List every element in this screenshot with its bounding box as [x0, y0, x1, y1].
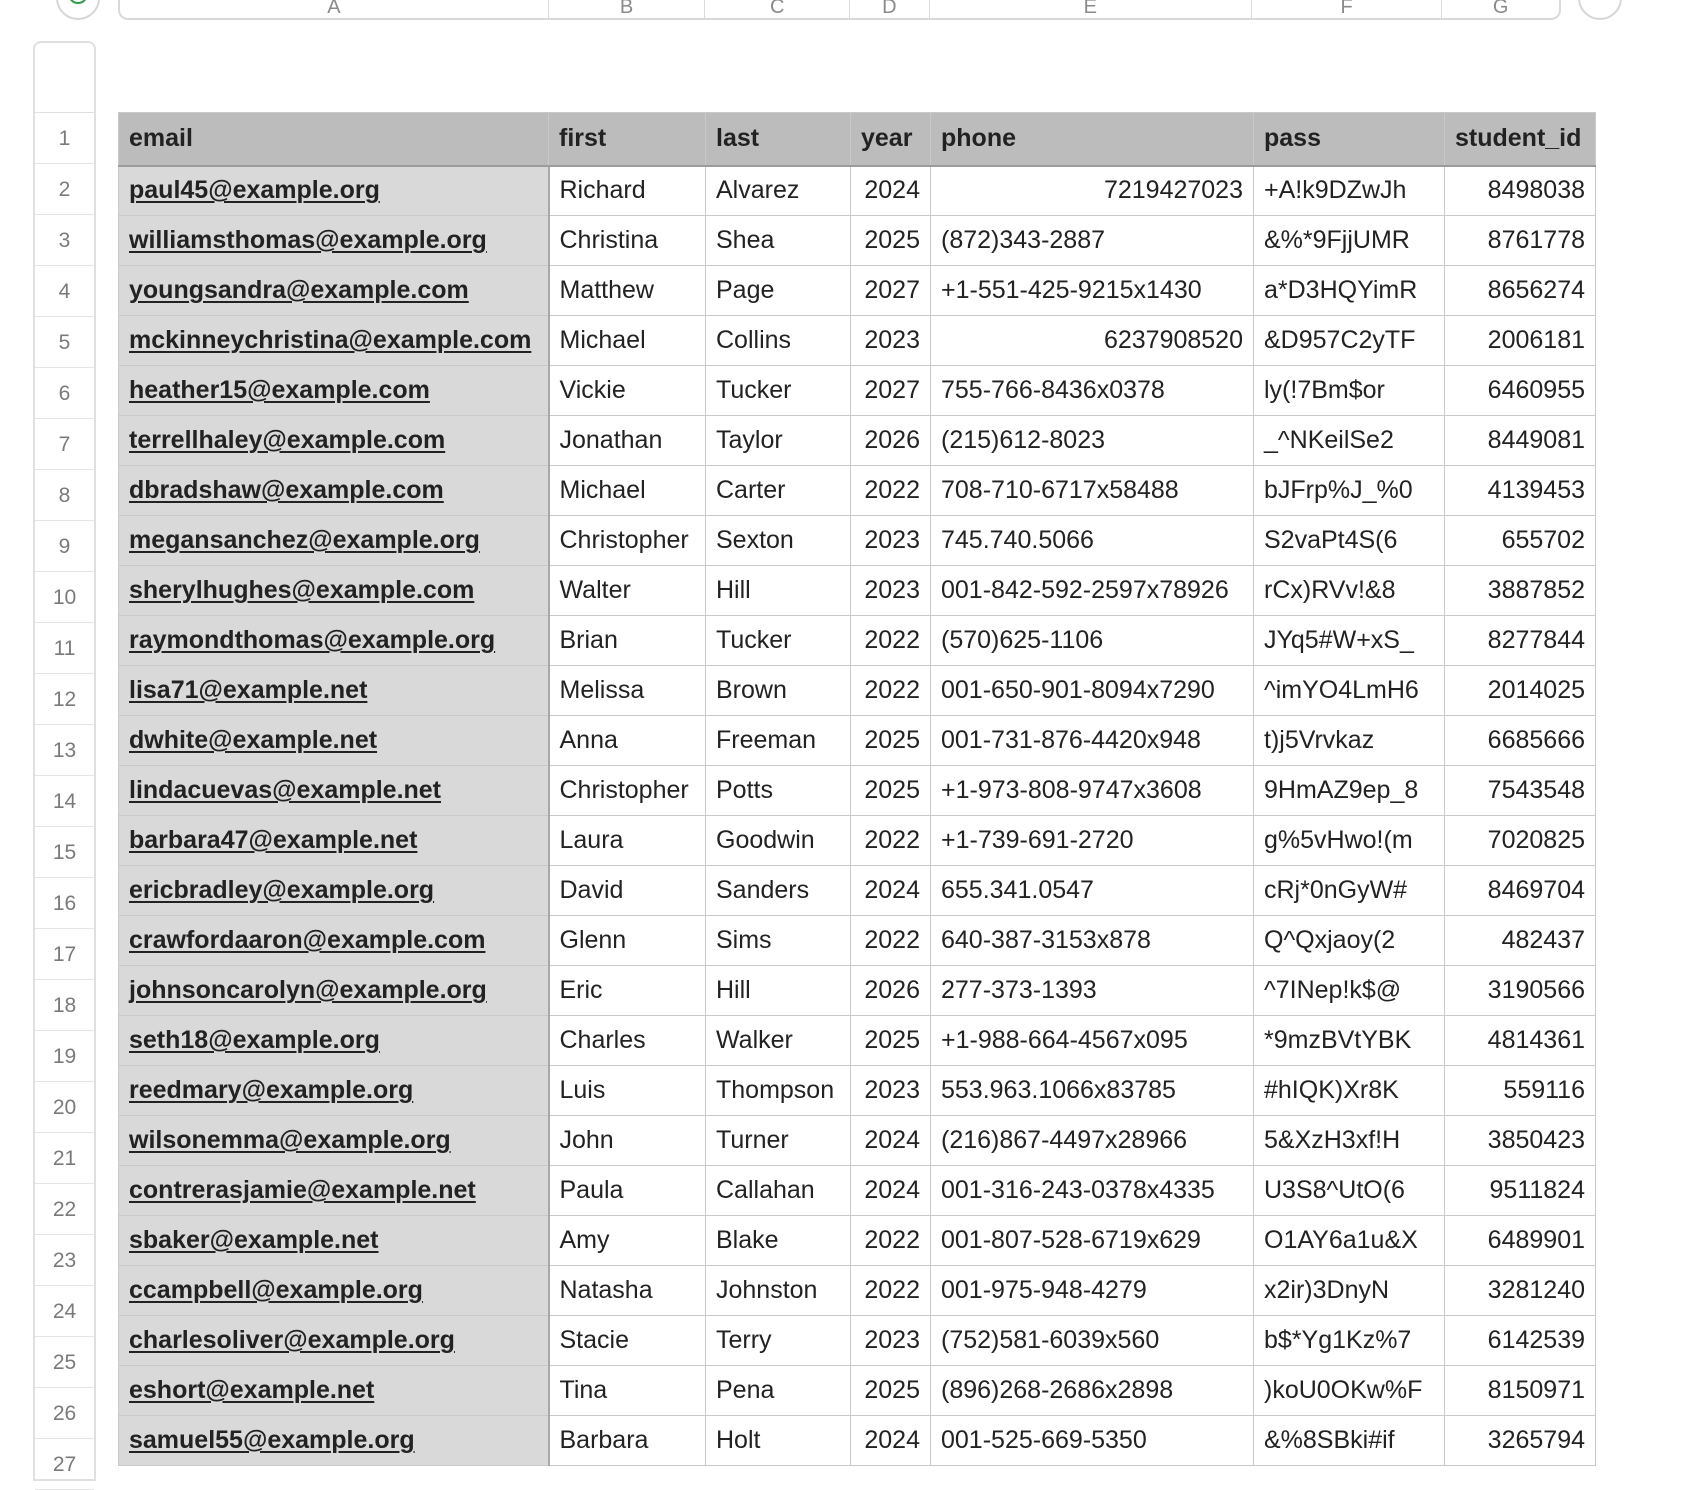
cell-first[interactable]: David — [549, 866, 706, 916]
row-number[interactable]: 2 — [35, 164, 94, 215]
cell-year[interactable]: 2024 — [851, 866, 931, 916]
cell-email[interactable]: heather15@example.com — [119, 366, 549, 416]
cell-year[interactable]: 2027 — [851, 266, 931, 316]
cell-email[interactable]: sbaker@example.net — [119, 1216, 549, 1266]
cell-phone[interactable]: 755-766-8436x0378 — [931, 366, 1254, 416]
row-number[interactable]: 9 — [35, 521, 94, 572]
cell-student-id[interactable]: 4139453 — [1445, 466, 1596, 516]
cell-student-id[interactable]: 2006181 — [1445, 316, 1596, 366]
cell-year[interactable]: 2022 — [851, 666, 931, 716]
cell-last[interactable]: Brown — [706, 666, 851, 716]
cell-year[interactable]: 2022 — [851, 466, 931, 516]
cell-year[interactable]: 2023 — [851, 516, 931, 566]
cell-email[interactable]: ericbradley@example.org — [119, 866, 549, 916]
cell-first[interactable]: Anna — [549, 716, 706, 766]
cell-pass[interactable]: _^NKeilSe2 — [1254, 416, 1445, 466]
row-header-strip — [33, 41, 96, 1481]
cell-first[interactable]: Jonathan — [549, 416, 706, 466]
refresh-ring — [68, 0, 88, 4]
cell-last[interactable]: Tucker — [706, 616, 851, 666]
cell-email[interactable]: seth18@example.org — [119, 1016, 549, 1066]
row-number[interactable]: 7 — [35, 419, 94, 470]
cell-email[interactable]: contrerasjamie@example.net — [119, 1166, 549, 1216]
cell-student-id[interactable]: 3281240 — [1445, 1266, 1596, 1316]
cell-year[interactable]: 2024 — [851, 1116, 931, 1166]
cell-phone[interactable]: 7219427023 — [931, 166, 1254, 216]
cell-first[interactable]: Paula — [549, 1166, 706, 1216]
cell-year[interactable]: 2022 — [851, 1266, 931, 1316]
cell-phone[interactable]: 553.963.1066x83785 — [931, 1066, 1254, 1116]
cell-first[interactable]: Christina — [549, 216, 706, 266]
cell-student-id[interactable]: 4814361 — [1445, 1016, 1596, 1066]
cell-pass[interactable]: )koU0OKw%F — [1254, 1366, 1445, 1416]
table-row — [119, 816, 1596, 866]
cell-year[interactable]: 2026 — [851, 966, 931, 1016]
cell-first[interactable]: Amy — [549, 1216, 706, 1266]
cell-student-id[interactable]: 8761778 — [1445, 216, 1596, 266]
cell-pass[interactable]: 5&XzH3xf!H — [1254, 1116, 1445, 1166]
table-row — [119, 216, 1596, 266]
cell-first[interactable]: Stacie — [549, 1316, 706, 1366]
cell-first[interactable]: Luis — [549, 1066, 706, 1116]
cell-first[interactable]: Laura — [549, 816, 706, 866]
cell-email[interactable]: charlesoliver@example.org — [119, 1316, 549, 1366]
cell-last[interactable]: Potts — [706, 766, 851, 816]
cell-student-id[interactable]: 655702 — [1445, 516, 1596, 566]
cell-last[interactable]: Goodwin — [706, 816, 851, 866]
cell-year[interactable]: 2027 — [851, 366, 931, 416]
cell-year[interactable]: 2025 — [851, 1366, 931, 1416]
cell-student-id[interactable]: 8277844 — [1445, 616, 1596, 666]
cell-pass[interactable]: ^7INep!k$@ — [1254, 966, 1445, 1016]
cell-email[interactable]: crawfordaaron@example.com — [119, 916, 549, 966]
cell-phone[interactable]: 001-731-876-4420x948 — [931, 716, 1254, 766]
cell-last[interactable]: Shea — [706, 216, 851, 266]
cell-year[interactable]: 2023 — [851, 566, 931, 616]
header-cell[interactable]: email — [119, 113, 549, 166]
cell-year[interactable]: 2024 — [851, 1416, 931, 1466]
cell-pass[interactable]: O1AY6a1u&X — [1254, 1216, 1445, 1266]
cell-phone[interactable]: 001-975-948-4279 — [931, 1266, 1254, 1316]
cell-year[interactable]: 2025 — [851, 216, 931, 266]
header-row — [119, 113, 1596, 166]
row-number[interactable]: 18 — [35, 980, 94, 1031]
row-number[interactable]: 12 — [35, 674, 94, 725]
cell-phone[interactable]: 640-387-3153x878 — [931, 916, 1254, 966]
cell-student-id[interactable]: 7543548 — [1445, 766, 1596, 816]
cell-phone[interactable]: (896)268-2686x2898 — [931, 1366, 1254, 1416]
row-number[interactable]: 6 — [35, 368, 94, 419]
cell-pass[interactable]: t)j5Vrvkaz — [1254, 716, 1445, 766]
table-row — [119, 266, 1596, 316]
cell-email[interactable]: youngsandra@example.com — [119, 266, 549, 316]
cell-last[interactable]: Freeman — [706, 716, 851, 766]
cell-last[interactable]: Sanders — [706, 866, 851, 916]
cell-pass[interactable]: 9HmAZ9ep_8 — [1254, 766, 1445, 816]
row-number[interactable]: 14 — [35, 776, 94, 827]
cell-student-id[interactable]: 6142539 — [1445, 1316, 1596, 1366]
cell-email[interactable]: samuel55@example.org — [119, 1416, 549, 1466]
cell-last[interactable]: Blake — [706, 1216, 851, 1266]
table-row — [119, 316, 1596, 366]
cell-email[interactable]: lindacuevas@example.net — [119, 766, 549, 816]
cell-first[interactable]: Christopher — [549, 516, 706, 566]
table-row — [119, 366, 1596, 416]
cell-email[interactable]: barbara47@example.net — [119, 816, 549, 866]
table-row — [119, 616, 1596, 666]
cell-first[interactable]: Matthew — [549, 266, 706, 316]
cell-student-id[interactable]: 482437 — [1445, 916, 1596, 966]
cell-pass[interactable]: *9mzBVtYBK — [1254, 1016, 1445, 1066]
table-row — [119, 1416, 1596, 1466]
table-row — [119, 1316, 1596, 1366]
cell-phone[interactable]: +1-973-808-9747x3608 — [931, 766, 1254, 816]
cell-phone[interactable]: 708-710-6717x58488 — [931, 466, 1254, 516]
cell-pass[interactable]: S2vaPt4S(6 — [1254, 516, 1445, 566]
table-row — [119, 1016, 1596, 1066]
cell-pass[interactable]: ly(!7Bm$or — [1254, 366, 1445, 416]
cell-last[interactable]: Holt — [706, 1416, 851, 1466]
cell-pass[interactable]: &%8SBki#if — [1254, 1416, 1445, 1466]
row-number[interactable]: 22 — [35, 1184, 94, 1235]
table-row — [119, 416, 1596, 466]
cell-first[interactable]: Vickie — [549, 366, 706, 416]
cell-student-id[interactable]: 3190566 — [1445, 966, 1596, 1016]
cell-student-id[interactable]: 6489901 — [1445, 1216, 1596, 1266]
cell-pass[interactable]: bJFrp%J_%0 — [1254, 466, 1445, 516]
row-number[interactable]: 8 — [35, 470, 94, 521]
cell-pass[interactable]: g%5vHwo!(m — [1254, 816, 1445, 866]
cell-last[interactable]: Johnston — [706, 1266, 851, 1316]
cell-first[interactable]: John — [549, 1116, 706, 1166]
cell-student-id[interactable]: 3887852 — [1445, 566, 1596, 616]
cell-last[interactable]: Terry — [706, 1316, 851, 1366]
cell-phone[interactable]: +1-551-425-9215x1430 — [931, 266, 1254, 316]
cell-phone[interactable]: +1-988-664-4567x095 — [931, 1016, 1254, 1066]
cell-pass[interactable]: U3S8^UtO(6 — [1254, 1166, 1445, 1216]
table-row — [119, 716, 1596, 766]
row-number[interactable]: 3 — [35, 215, 94, 266]
row-number[interactable]: 19 — [35, 1031, 94, 1082]
table-row — [119, 566, 1596, 616]
cell-last[interactable]: Hill — [706, 566, 851, 616]
cell-email[interactable]: mckinneychristina@example.com — [119, 316, 549, 366]
cell-last[interactable]: Callahan — [706, 1166, 851, 1216]
cell-first[interactable]: Brian — [549, 616, 706, 666]
cell-student-id[interactable]: 559116 — [1445, 1066, 1596, 1116]
cell-student-id[interactable]: 2014025 — [1445, 666, 1596, 716]
cell-student-id[interactable]: 9511824 — [1445, 1166, 1596, 1216]
cell-year[interactable]: 2022 — [851, 916, 931, 966]
refresh-icon[interactable] — [56, 0, 100, 20]
cell-pass[interactable]: b$*Yg1Kz%7 — [1254, 1316, 1445, 1366]
table-row — [119, 1166, 1596, 1216]
table-row — [119, 966, 1596, 1016]
cell-year[interactable]: 2023 — [851, 316, 931, 366]
cell-year[interactable]: 2025 — [851, 1016, 931, 1066]
cell-pass[interactable]: a*D3HQYimR — [1254, 266, 1445, 316]
cell-pass[interactable]: #hIQK)Xr8K — [1254, 1066, 1445, 1116]
row-number[interactable]: 10 — [35, 572, 94, 623]
table-row — [119, 1216, 1596, 1266]
cell-last[interactable]: Taylor — [706, 416, 851, 466]
cell-email[interactable]: paul45@example.org — [119, 166, 549, 216]
cell-email[interactable]: lisa71@example.net — [119, 666, 549, 716]
cell-year[interactable]: 2022 — [851, 816, 931, 866]
cell-student-id[interactable]: 6460955 — [1445, 366, 1596, 416]
row-number[interactable]: 25 — [35, 1337, 94, 1388]
cell-phone[interactable]: 745.740.5066 — [931, 516, 1254, 566]
header-cell[interactable]: last — [706, 113, 851, 166]
cell-email[interactable]: williamsthomas@example.org — [119, 216, 549, 266]
cell-first[interactable]: Charles — [549, 1016, 706, 1066]
cell-phone[interactable]: (215)612-8023 — [931, 416, 1254, 466]
cell-phone[interactable]: (872)343-2887 — [931, 216, 1254, 266]
table-row — [119, 666, 1596, 716]
table-row — [119, 466, 1596, 516]
cell-email[interactable]: eshort@example.net — [119, 1366, 549, 1416]
cell-student-id[interactable]: 7020825 — [1445, 816, 1596, 866]
cell-first[interactable]: Natasha — [549, 1266, 706, 1316]
row-number[interactable]: 17 — [35, 929, 94, 980]
cell-year[interactable]: 2022 — [851, 1216, 931, 1266]
cell-email[interactable]: sherylhughes@example.com — [119, 566, 549, 616]
cell-phone[interactable]: 001-842-592-2597x78926 — [931, 566, 1254, 616]
cell-phone[interactable]: 001-807-528-6719x629 — [931, 1216, 1254, 1266]
cell-pass[interactable]: ^imYO4LmH6 — [1254, 666, 1445, 716]
cell-pass[interactable]: +A!k9DZwJh — [1254, 166, 1445, 216]
cell-pass[interactable]: Q^Qxjaoy(2 — [1254, 916, 1445, 966]
cell-email[interactable]: ccampbell@example.org — [119, 1266, 549, 1316]
cell-pass[interactable]: rCx)RVv!&8 — [1254, 566, 1445, 616]
cell-first[interactable]: Christopher — [549, 766, 706, 816]
cell-last[interactable]: Walker — [706, 1016, 851, 1066]
row-number[interactable]: 15 — [35, 827, 94, 878]
row-number[interactable]: 11 — [35, 623, 94, 674]
cell-phone[interactable]: (752)581-6039x560 — [931, 1316, 1254, 1366]
cell-year[interactable]: 2025 — [851, 766, 931, 816]
cell-email[interactable]: reedmary@example.org — [119, 1066, 549, 1116]
cell-student-id[interactable]: 8150971 — [1445, 1366, 1596, 1416]
cell-pass[interactable]: cRj*0nGyW# — [1254, 866, 1445, 916]
cell-email[interactable]: dwhite@example.net — [119, 716, 549, 766]
cell-last[interactable]: Page — [706, 266, 851, 316]
column-letter-3[interactable]: D — [850, 0, 930, 18]
column-header-strip — [118, 0, 1561, 20]
cell-phone[interactable]: 6237908520 — [931, 316, 1254, 366]
cell-last[interactable]: Pena — [706, 1366, 851, 1416]
cell-year[interactable]: 2025 — [851, 716, 931, 766]
cell-pass[interactable]: x2ir)3DnyN — [1254, 1266, 1445, 1316]
cell-last[interactable]: Hill — [706, 966, 851, 1016]
table-row — [119, 916, 1596, 966]
cell-year[interactable]: 2024 — [851, 1166, 931, 1216]
cell-phone[interactable]: 277-373-1393 — [931, 966, 1254, 1016]
sheet-grid — [118, 112, 1596, 1466]
cell-year[interactable]: 2022 — [851, 616, 931, 666]
cell-phone[interactable]: +1-739-691-2720 — [931, 816, 1254, 866]
cell-last[interactable]: Sexton — [706, 516, 851, 566]
cell-student-id[interactable]: 6685666 — [1445, 716, 1596, 766]
cell-pass[interactable]: JYq5#W+xS_ — [1254, 616, 1445, 666]
row-number[interactable]: 27 — [35, 1439, 94, 1490]
row-number[interactable]: 16 — [35, 878, 94, 929]
row-number[interactable]: 5 — [35, 317, 94, 368]
cell-phone[interactable]: (216)867-4497x28966 — [931, 1116, 1254, 1166]
header-cell[interactable]: phone — [931, 113, 1254, 166]
column-letter-2[interactable]: C — [705, 0, 850, 18]
cell-last[interactable]: Tucker — [706, 366, 851, 416]
cell-student-id[interactable]: 8469704 — [1445, 866, 1596, 916]
cell-last[interactable]: Thompson — [706, 1066, 851, 1116]
cell-student-id[interactable]: 8449081 — [1445, 416, 1596, 466]
cell-last[interactable]: Alvarez — [706, 166, 851, 216]
row-number[interactable]: 21 — [35, 1133, 94, 1184]
cell-last[interactable]: Sims — [706, 916, 851, 966]
cell-first[interactable]: Richard — [549, 166, 706, 216]
cell-last[interactable]: Carter — [706, 466, 851, 516]
cell-phone[interactable]: 001-525-669-5350 — [931, 1416, 1254, 1466]
row-number[interactable]: 1 — [35, 113, 94, 164]
cell-year[interactable]: 2026 — [851, 416, 931, 466]
cell-first[interactable]: Michael — [549, 316, 706, 366]
cell-student-id[interactable]: 8498038 — [1445, 166, 1596, 216]
cell-year[interactable]: 2023 — [851, 1066, 931, 1116]
table-row — [119, 1366, 1596, 1416]
table-row — [119, 866, 1596, 916]
cell-year[interactable]: 2024 — [851, 166, 931, 216]
cell-email[interactable]: dbradshaw@example.com — [119, 466, 549, 516]
cell-first[interactable]: Melissa — [549, 666, 706, 716]
cell-first[interactable]: Walter — [549, 566, 706, 616]
cell-email[interactable]: raymondthomas@example.org — [119, 616, 549, 666]
row-number[interactable]: 23 — [35, 1235, 94, 1286]
row-number[interactable]: 20 — [35, 1082, 94, 1133]
column-letter-6[interactable]: G — [1492, 0, 1509, 18]
cell-student-id[interactable]: 3850423 — [1445, 1116, 1596, 1166]
column-letter-0[interactable]: A — [120, 0, 549, 18]
row-number[interactable]: 26 — [35, 1388, 94, 1439]
table-row — [119, 1266, 1596, 1316]
row-header-corner — [35, 43, 94, 113]
column-letter-5[interactable]: F — [1252, 0, 1442, 18]
cell-pass[interactable]: &%*9FjjUMR — [1254, 216, 1445, 266]
table-row — [119, 166, 1596, 216]
cell-year[interactable]: 2023 — [851, 1316, 931, 1366]
column-letter-1[interactable]: B — [549, 0, 706, 18]
cell-pass[interactable]: &D957C2yTF — [1254, 316, 1445, 366]
cell-email[interactable]: megansanchez@example.org — [119, 516, 549, 566]
cell-first[interactable]: Barbara — [549, 1416, 706, 1466]
header-cell[interactable]: year — [851, 113, 931, 166]
header-cell[interactable]: student_id — [1445, 113, 1596, 166]
cell-last[interactable]: Collins — [706, 316, 851, 366]
data-table — [118, 112, 1596, 1466]
cell-last[interactable]: Turner — [706, 1116, 851, 1166]
row-number[interactable]: 4 — [35, 266, 94, 317]
cell-first[interactable]: Eric — [549, 966, 706, 1016]
cell-email[interactable]: terrellhaley@example.com — [119, 416, 549, 466]
cell-first[interactable]: Glenn — [549, 916, 706, 966]
header-cell[interactable]: pass — [1254, 113, 1445, 166]
cell-student-id[interactable]: 8656274 — [1445, 266, 1596, 316]
table-row — [119, 766, 1596, 816]
table-row — [119, 1116, 1596, 1166]
table-row — [119, 1066, 1596, 1116]
cell-first[interactable]: Michael — [549, 466, 706, 516]
cell-email[interactable]: johnsoncarolyn@example.org — [119, 966, 549, 1016]
column-letter-4[interactable]: E — [930, 0, 1252, 18]
table-row — [119, 516, 1596, 566]
cell-phone[interactable]: 655.341.0547 — [931, 866, 1254, 916]
cell-phone[interactable]: 001-650-901-8094x7290 — [931, 666, 1254, 716]
cell-first[interactable]: Tina — [549, 1366, 706, 1416]
header-cell[interactable]: first — [549, 113, 706, 166]
cell-phone[interactable]: 001-316-243-0378x4335 — [931, 1166, 1254, 1216]
row-number[interactable]: 13 — [35, 725, 94, 776]
cell-phone[interactable]: (570)625-1106 — [931, 616, 1254, 666]
cell-student-id[interactable]: 3265794 — [1445, 1416, 1596, 1466]
row-number[interactable]: 24 — [35, 1286, 94, 1337]
cell-email[interactable]: wilsonemma@example.org — [119, 1116, 549, 1166]
pause-icon[interactable] — [1578, 0, 1622, 20]
